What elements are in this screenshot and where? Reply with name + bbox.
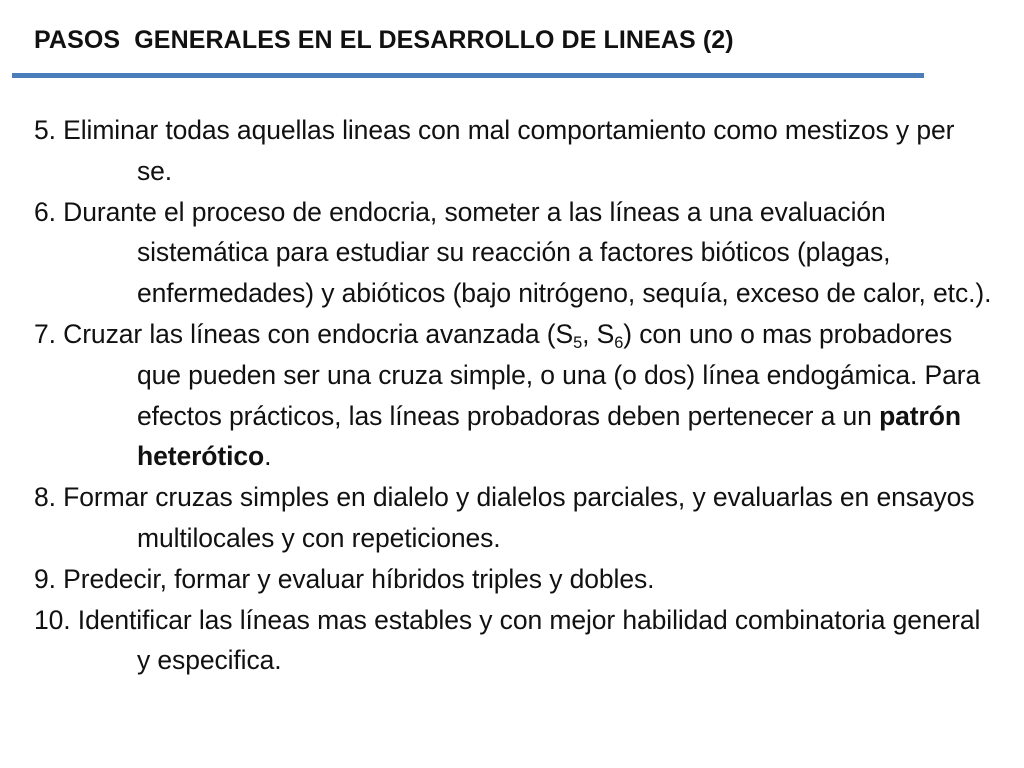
- item-7-text-d: .: [264, 441, 272, 472]
- item-7-subscript-5: 5: [573, 333, 583, 352]
- list-item-6: 6. Durante el proceso de endocria, someter a las líneas a una evaluación sistemática para estudiar su reacción a factores bióticos (plagas, enfermedades) y abióticos (bajo nitrógeno, sequía, exceso de calor, etc.).: [34, 196, 992, 309]
- item-7-text-c: ) con uno o mas probadores que pueden ser una cruza simple, o una (o dos) línea endogámica. Para efectos prácticos, las líneas probadoras deben pertenecer a un: [137, 318, 981, 431]
- list-item-10: 10. Identificar las líneas mas estables y con mejor habilidad combinatoria general y especifica.: [34, 604, 981, 676]
- list-item-7: [34, 314, 994, 477]
- title-underline: [12, 73, 924, 78]
- item-7-text-b: , S: [582, 318, 615, 349]
- item-7-text-a: 7. Cruzar las líneas con endocria avanzada (S: [34, 318, 574, 349]
- list-item-5: 5. Eliminar todas aquellas lineas con mal comportamiento como mestizos y per se.: [34, 115, 955, 186]
- item-7-bold-term: patrón heterótico: [137, 400, 961, 472]
- item-7-subscript-6: 6: [614, 333, 624, 352]
- slide-body: [34, 110, 994, 681]
- slide-title: PASOS GENERALES EN EL DESARROLLO DE LINEAS (2): [34, 26, 734, 54]
- list-item-8: 8. Formar cruzas simples en dialelo y dialelos parciales, y evaluarlas en ensayos multilocales y con repeticiones.: [34, 482, 975, 553]
- list-item-9: 9. Predecir, formar y evaluar híbridos triples y dobles.: [34, 563, 655, 594]
